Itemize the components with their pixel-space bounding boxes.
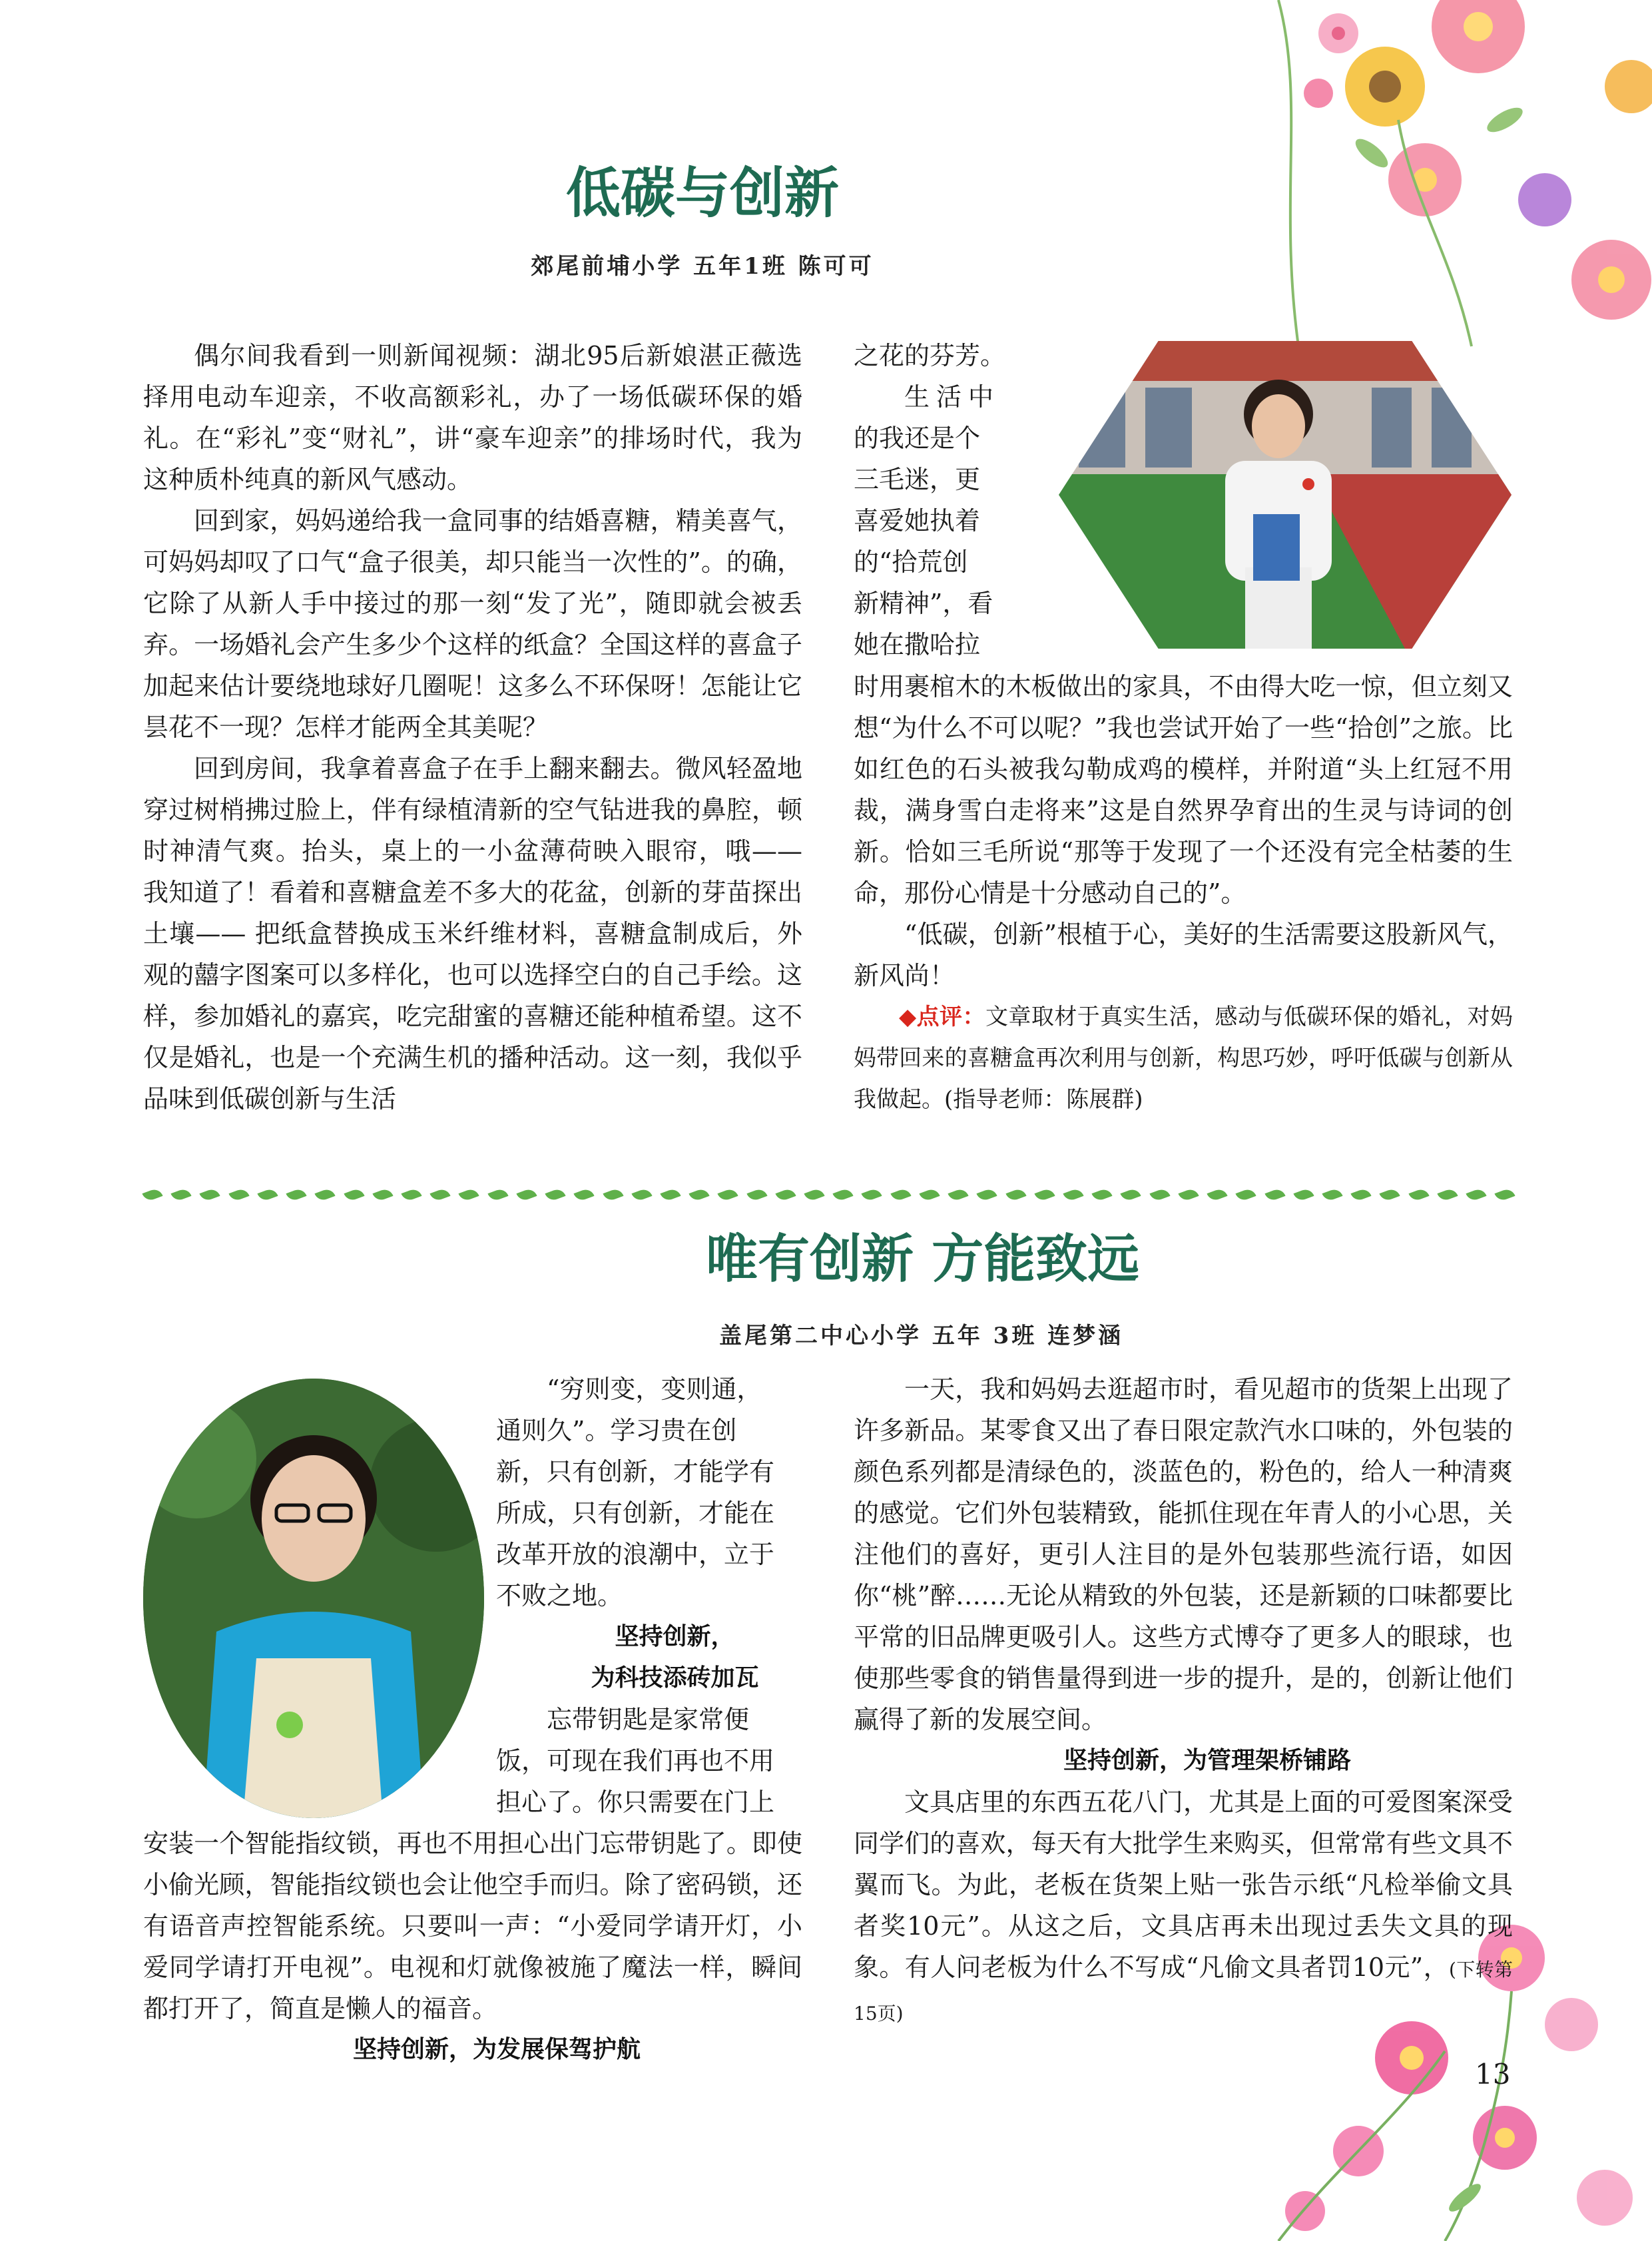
text-line: 喜爱她执着 [854,506,981,535]
leaf-icon [1063,1187,1083,1203]
leaf-divider [143,1187,1515,1203]
article1-title: 低碳与创新 [565,162,839,225]
leaf-icon [1322,1187,1342,1203]
article2-title: 唯有创新 方能致远 [706,1229,1140,1289]
leaf-icon [372,1187,393,1203]
text-line: 改革开放的浪潮中，立于 [496,1540,775,1569]
leaf-icon [430,1187,451,1203]
leaf-icon [1005,1187,1026,1203]
leaf-icon [1149,1187,1170,1203]
leaf-icon [919,1187,940,1203]
text-line: 饭，可现在我们再也不用 [496,1746,775,1775]
article1-left-column [143,335,802,1120]
section-heading: 坚持创新， [615,1623,735,1650]
text-line: 的“拾荒创 [854,547,968,577]
leaf-icon [516,1187,537,1203]
text-line: 忘带钥匙是家常便 [547,1705,750,1734]
paragraph: 文具店里的东西五花八门，尤其是上面的可爱图案深受同学们的喜欢，每天有大批学生来购买，但常常有些文具不翼而飞。为此，老板在货架上贴一张告示纸“凡检举偷文具者奖10元”。从这之后，文具店再未出现过丢失文具的现象。有人问老板为什么不写成“凡偷文具者罚10元”，(下转第15页) [854,1787,1513,2025]
paragraph: 回到家，妈妈递给我一盒同事的结婚喜糖，精美喜气，可妈妈却叹了口气“盒子很美，却只能当一次性的”。的确，它除了从新人手中接过的那一刻“发了光”，随即就会被丢弃。一场婚礼会产生多少个这样的纸盒？全国这样的喜盒子加起来估计要绕地球好几圈呢！这多么不环保呀！怎能让它昙花不一现？怎样才能两全其美呢？ [143,506,802,742]
paragraph: 偶尔间我看到一则新闻视频：湖北95后新娘湛正薇选择用电动车迎亲，不收高额彩礼，办了一场低碳环保的婚礼。在“彩礼”变“财礼”，讲“豪车迎亲”的排场时代，我为这种质朴纯真的新风气感动。 [143,341,802,494]
leaf-icon [1437,1187,1458,1203]
leaf-icon [200,1187,220,1203]
leaf-icon [775,1187,796,1203]
text-line: 担心了。你只需要在门上 [496,1787,775,1817]
article1-byline: 郊尾前埔小学 五年1班 陈可可 [531,253,874,280]
leaf-icon [1466,1187,1487,1203]
article1-right-column [854,666,1513,1120]
text-line: 生活中 [904,382,1001,412]
article2-left-column [143,1823,802,2071]
article2-left-top-lines [496,1369,806,1823]
leaf-icon [142,1187,162,1203]
leaf-icon [603,1187,623,1203]
leaf-icon [1034,1187,1055,1203]
girl-photo-illustration [1059,341,1512,649]
article2-right-column [854,1369,1513,2035]
paragraph: 安装一个智能指纹锁，再也不用担心出门忘带钥匙了。即使小偷光顾，智能指纹锁也会让他空手而归。除了密码锁，还有语音声控智能系统。只要叫一声：“小爱同学请开灯，小爱同学请打开电视”。电视和灯就像被施了魔法一样，瞬间都打开了，简直是懒人的福音。 [143,1829,802,2023]
leaf-icon [1380,1187,1400,1203]
leaf-icon [1207,1187,1228,1203]
leaf-icon [401,1187,421,1203]
leaf-icon [1351,1187,1372,1203]
leaf-icon [1495,1187,1515,1203]
article1-author-photo [1059,341,1512,649]
article2-byline: 盖尾第二中心小学 五年 3班 连梦涵 [719,1323,1124,1349]
text-line: “穷则变，变则通， [547,1375,762,1404]
leaf-icon [545,1187,566,1203]
paragraph: 回到房间，我拿着喜盒子在手上翻来翻去。微风轻盈地穿过树梢拂过脸上，伴有绿植清新的空气钻进我的鼻腔，顿时神清气爽。抬头，桌上的一小盆薄荷映入眼帘，哦—— 我知道了！看着和喜糖盒差不多大的花盆，创新的芽苗探出土壤—— 把纸盒替换成玉米纤维材料，喜糖盒制成后，外观的囍字图案可以多样化，也可以选择空白的自己手绘。这样，参加婚礼的嘉宾，吃完甜蜜的喜糖还能种植希望。这不仅是婚礼，也是一个充满生机的播种活动。这一刻，我似乎品味到低碳创新与生活 [143,754,802,1114]
leaf-icon [1264,1187,1285,1203]
text-line: 新，只有创新，才能学有 [496,1457,775,1486]
review-label: ◆点评： [899,1004,985,1030]
text-line: 不败之地。 [496,1581,623,1610]
text-line: 通则久”。学习贵在创 [496,1416,737,1445]
text-line: 三毛迷，更 [854,465,981,494]
leaf-icon [459,1187,479,1203]
leaf-icon [1408,1187,1429,1203]
leaf-icon [977,1187,997,1203]
page-number: 13 [1475,2058,1511,2090]
leaf-icon [833,1187,854,1203]
paragraph: 时用裹棺木的木板做出的家具，不由得大吃一惊，但立刻又想“为什么不可以呢？”我也尝试开始了一些“拾创”之旅。比如红色的石头被我勾勒成鸡的模样，并附道“头上红冠不用裁，满身雪白走将来”这是自然界孕育出的生灵与诗词的创新。恰如三毛所说“那等于发现了一个还没有完全枯萎的生命，那份心情是十分感动自己的”。 [854,672,1513,908]
leaf-icon [344,1187,364,1203]
paragraph: “低碳，创新”根植于心，美好的生活需要这股新风气，新风尚！ [854,920,1513,990]
leaf-icon [804,1187,824,1203]
text-line: 之花的芬芳。 [854,341,1006,370]
leaf-icon [1178,1187,1199,1203]
text-line: 她在撒哈拉 [854,630,981,659]
leaf-icon [171,1187,192,1203]
section-heading: 坚持创新，为管理架桥铺路 [1063,1747,1351,1774]
leaf-icon [948,1187,969,1203]
section-heading: 为科技添砖加瓦 [591,1664,759,1692]
leaf-icon [315,1187,336,1203]
paragraph: 一天，我和妈妈去逛超市时，看见超市的货架上出现了许多新品。某零食又出了春日限定款汽水口味的，外包装的颜色系列都是清绿色的，淡蓝色的，粉色的，给人一种清爽的感觉。它们外包装精致，能抓住现在年青人的小心思，关注他们的喜好，更引人注目的是外包装那些流行语，如因你“桃”醉……无论从精致的外包装，还是新颖的口味都要比平常的旧品牌更吸引人。这些方式博夺了更多人的眼球，也使那些零食的销售量得到进一步的提升，是的，创新让他们赢得了新的发展空间。 [854,1375,1513,1734]
leaf-icon [631,1187,652,1203]
leaf-icon [718,1187,738,1203]
leaf-icon [862,1187,882,1203]
leaf-icon [1092,1187,1113,1203]
continued-note: (下转第15页) [854,1959,1513,2025]
review-comment [854,996,1513,1120]
leaf-icon [574,1187,595,1203]
text-line: 所成，只有创新，才能在 [496,1498,775,1528]
text-line: 的我还是个 [854,424,981,453]
leaf-icon [286,1187,307,1203]
article1-right-top-lines [854,335,1073,665]
review-text: 文章取材于真实生活，感动与低碳环保的婚礼，对妈妈带回来的喜糖盒再次利用与创新，构思巧妙，呼吁低碳与创新从我做起。(指导老师：陈展群) [854,1004,1514,1113]
leaf-icon [257,1187,278,1203]
section-heading: 坚持创新，为发展保驾护航 [352,2036,641,2063]
leaf-icon [487,1187,508,1203]
article2-author-photo [143,1379,484,1818]
leaf-icon [1121,1187,1141,1203]
leaf-icon [890,1187,911,1203]
girl-photo-illustration [143,1379,484,1818]
text-line: 新精神”，看 [854,589,993,618]
leaf-icon [746,1187,767,1203]
leaf-icon [1236,1187,1256,1203]
leaf-icon [660,1187,681,1203]
leaf-icon [1293,1187,1314,1203]
leaf-icon [228,1187,249,1203]
leaf-icon [689,1187,710,1203]
